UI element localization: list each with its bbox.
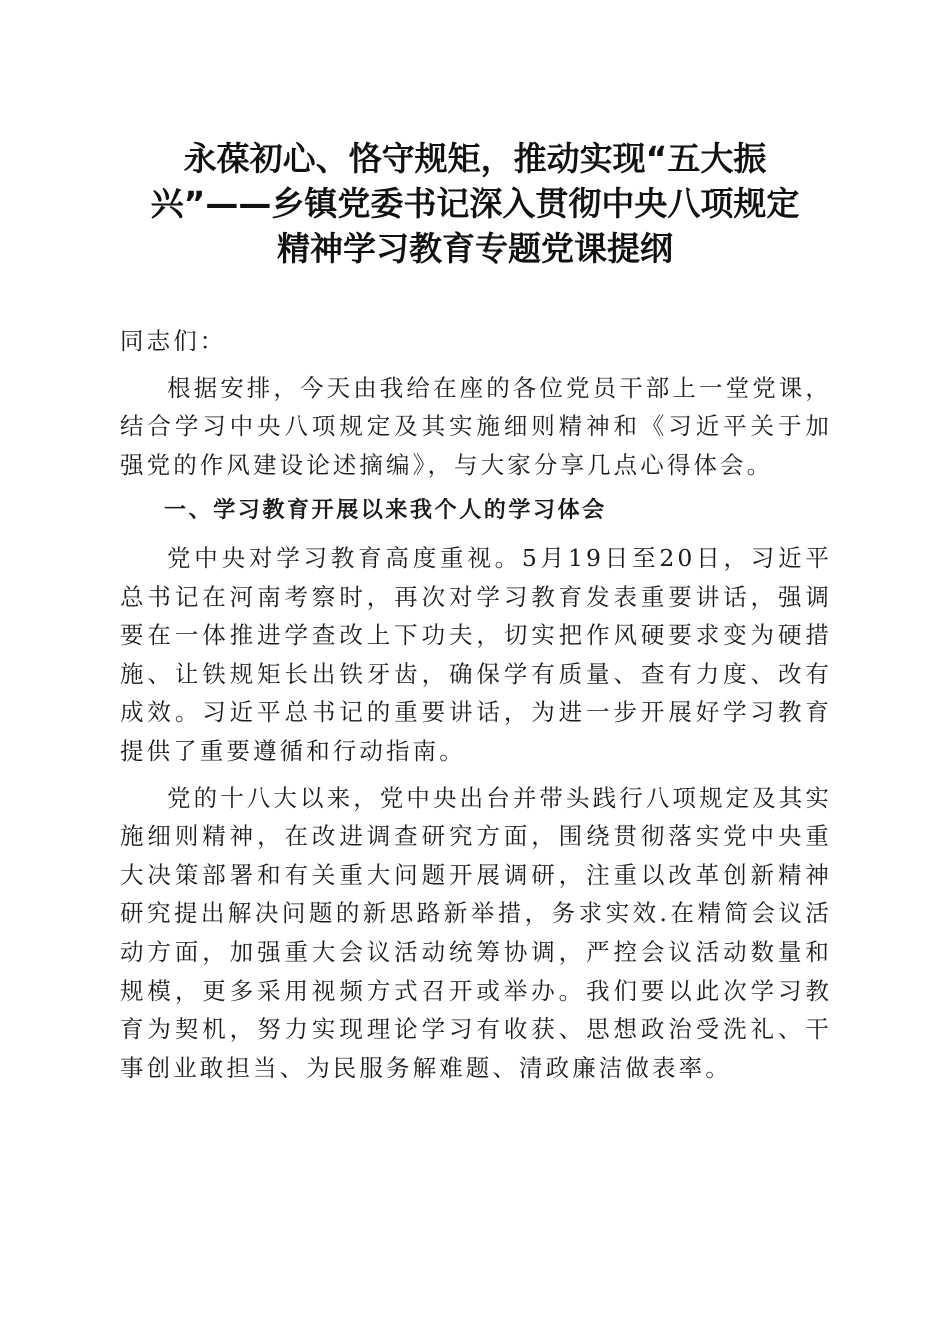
title-line-1: 永葆初心、恪守规矩，推动实现“五大振 <box>183 139 767 178</box>
body-paragraph-2: 党的十八大以来，党中央出台并带头践行八项规定及其实施细则精神，在改进调查研究方面，围绕贯彻落实党中央重大决策部署和有关重大问题开展调研，注重以改革创新精神研究提出解决问题的新思路新举措，务求实效.在精简会议活动方面，加强重大会议活动统筹协调，严控会议活动数量和规模，更多采用视频方式召开或举办。我们要以此次学习教育为契机，努力实现理论学习有收获、思想政治受洗礼、干事创业敢担当、为民服务解难题、清政廉洁做表率。 <box>120 783 832 1082</box>
document-title <box>118 136 832 271</box>
intro-paragraph: 根据安排，今天由我给在座的各位党员干部上一堂党课，结合学习中央八项规定及其实施细则精神和《习近平关于加强党的作风建设论述摘编》，与大家分享几点心得体会。 <box>120 373 832 479</box>
title-line-2: 兴”——乡镇党委书记深入贯彻中央八项规定 <box>150 184 800 223</box>
document-body <box>120 322 832 1087</box>
salutation: 同志们： <box>120 327 227 355</box>
section-heading: 一、学习教育开展以来我个人的学习体会 <box>164 498 607 524</box>
title-line-3: 精神学习教育专题党课提纲 <box>277 229 673 268</box>
body-paragraph-1: 党中央对学习教育高度重视。5月19日至20日，习近平总书记在河南考察时，再次对学习教育发表重要讲话，强调要在一体推进学查改上下功夫，切实把作风硬要求变为硬措施、让铁规矩长出铁牙齿，确保学有质量、查有力度、改有成效。习近平总书记的重要讲话，为进一步开展好学习教育提供了重要遵循和行动指南。 <box>120 543 832 765</box>
